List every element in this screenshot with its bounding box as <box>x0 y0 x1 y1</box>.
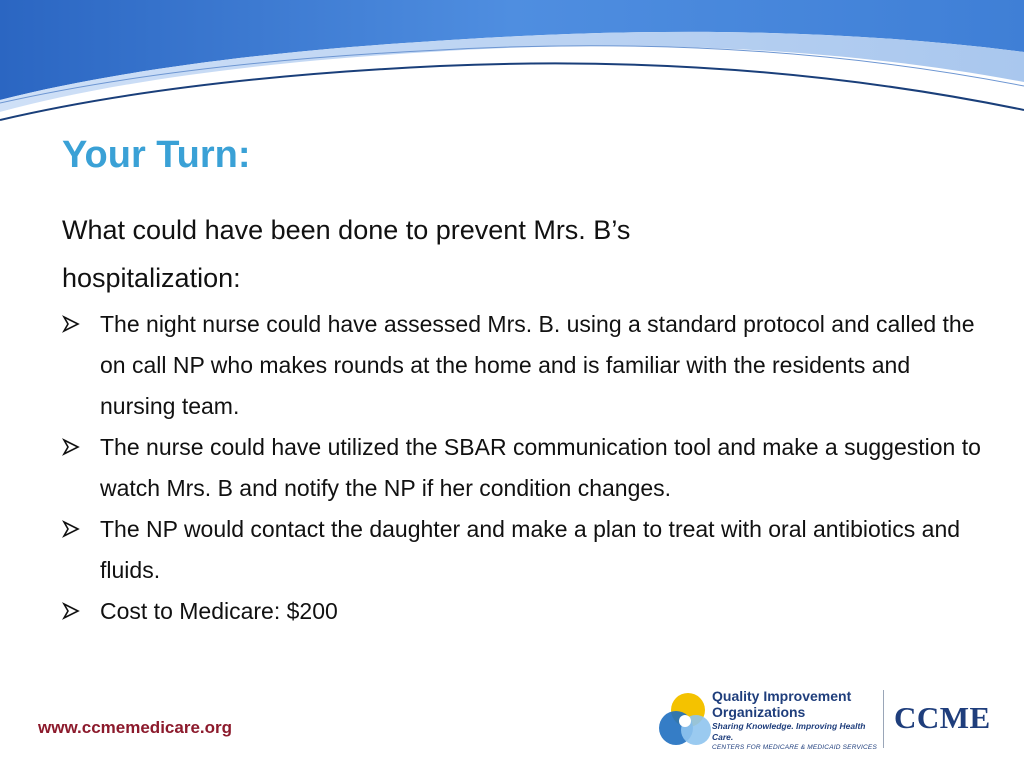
footer-website-link[interactable]: www.ccmemedicare.org <box>38 718 233 737</box>
arrowhead-bullet-icon <box>62 438 80 456</box>
footer-logos <box>658 686 998 750</box>
bullet-item <box>62 427 982 509</box>
arrowhead-bullet-icon <box>62 315 80 333</box>
bullet-item <box>62 509 982 591</box>
arrowhead-bullet-icon <box>62 520 80 538</box>
bullet-text: The NP would contact the daughter and make a plan to treat with oral antibiotics and fluids. <box>100 516 961 583</box>
intro-line-2: hospitalization: <box>62 263 241 293</box>
qio-subline: CENTERS FOR MEDICARE & MEDICAID SERVICES <box>712 744 877 751</box>
bullet-list <box>62 304 982 632</box>
bullet-item <box>62 304 982 427</box>
qio-circles-logo-icon <box>658 690 714 748</box>
qio-tagline: Sharing Knowledge. Improving Health Care. <box>712 721 866 742</box>
qio-logo-text <box>712 688 882 753</box>
arrowhead-bullet-icon <box>62 602 80 620</box>
header-wave-decoration <box>0 0 1024 140</box>
logo-divider <box>883 690 884 748</box>
bullet-text: The nurse could have utilized the SBAR communication tool and make a suggestion to watch Mrs. B and notify the NP if her condition changes. <box>100 434 981 501</box>
qio-title-line-2: Organizations <box>712 704 806 720</box>
bullet-text: Cost to Medicare: $200 <box>100 598 338 624</box>
ccme-logo: CCME <box>894 700 991 735</box>
slide-title: Your Turn: <box>62 134 251 176</box>
bullet-item <box>62 591 982 632</box>
intro-line-1: What could have been done to prevent Mrs. B’s <box>62 215 631 245</box>
intro-question <box>62 206 962 302</box>
qio-title-line-1: Quality Improvement <box>712 688 852 704</box>
bullet-text: The night nurse could have assessed Mrs. B. using a standard protocol and called the on call NP who makes rounds at the home and is familiar with the residents and nursing team. <box>100 311 975 419</box>
